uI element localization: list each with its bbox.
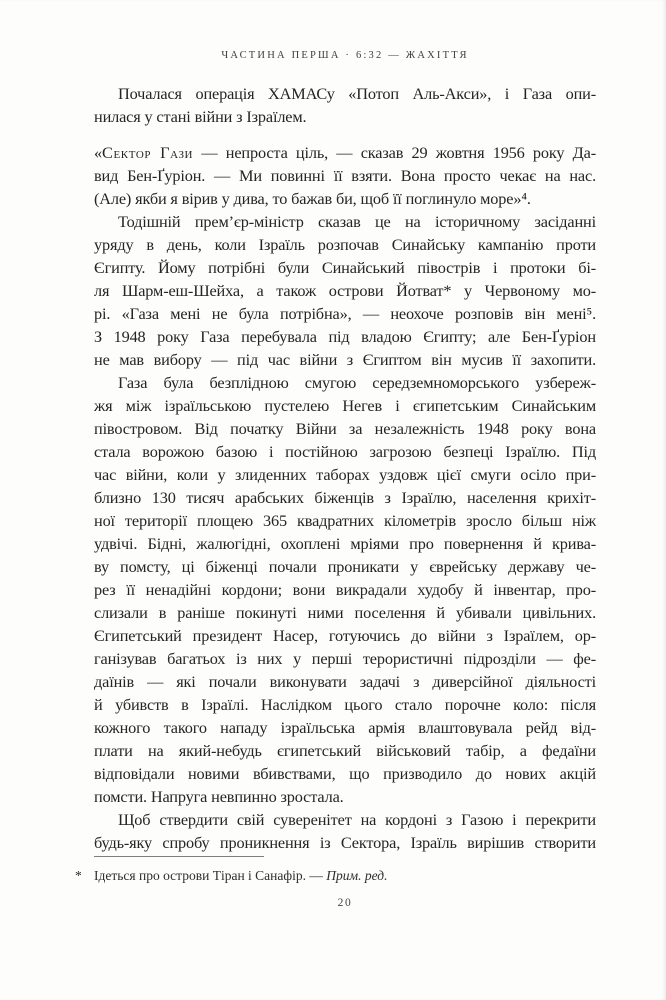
paragraph <box>94 808 596 854</box>
text-line: відповідали новими вбивствами, що призводило до нових акцій <box>94 764 596 783</box>
text-line: ної території площею 365 квадратних кілометрів зросло більш ніж <box>94 511 596 530</box>
page-number: 20 <box>337 897 353 909</box>
text-line: півостровом. Від початку Війни за незалежність 1948 року вона <box>94 419 596 438</box>
text-line: ганізував багатьох із них у перші терористичні підрозділи — фе- <box>94 649 596 668</box>
running-header: ЧАСТИНА ПЕРША · 6:32 — ЖАХІТТЯ <box>221 50 469 61</box>
text-line: Єгипту. Йому потрібні були Синайський півострів і протоки бі- <box>94 258 596 277</box>
text-line: будь-яку спробу проникнення із Сектора, Ізраїль вирішив створити <box>94 833 596 852</box>
paragraph <box>94 210 596 371</box>
text-line: даїнів — які почали виконувати задачі з диверсійної діяльності <box>94 672 596 691</box>
footnote-marker: * <box>75 868 82 883</box>
footnote-separator <box>94 856 264 857</box>
text-line: вид Бен-Ґуріон. — Ми повинні її взяти. Вона просто чекає на нас. <box>94 166 596 185</box>
text-line: Тодішній прем’єр-міністр сказав це на історичному засіданні <box>118 212 596 231</box>
footnote <box>75 867 585 884</box>
text-line: удвічі. Бідні, жалюгідні, охоплені мріями про повернення й крива- <box>94 534 596 553</box>
footnote-body <box>94 867 388 884</box>
text-line: плати на який-небудь єгипетський військовий табір, а федаїни <box>94 741 596 760</box>
text-line: стала ворожою базою і постійною загрозою безпеці Ізраїлю. Під <box>94 442 596 461</box>
text-line: (Але) якби я вірив у дива, то бажав би, щоб її поглинуло море»⁴. <box>94 189 531 208</box>
text-line: Газа була безплідною смугою середземноморського узбереж- <box>118 373 596 392</box>
text-line: Єгипетський президент Насер, готуючись до війни з Ізраїлем, ор- <box>94 626 596 645</box>
text-line: Почалася операція ХАМАСу «Потоп Аль-Акси», і Газа опи- <box>118 84 596 103</box>
text-line: не мав вибору — під час війни з Єгиптом він мусив її захопити. <box>94 350 596 369</box>
text-line: нилася у стані війни з Ізраїлем. <box>94 107 307 126</box>
text-segment: « <box>94 143 102 162</box>
text-line: час війни, коли у злиденних таборах уздовж цієї смуги осіло при- <box>94 465 596 484</box>
text-line: Щоб ствердити свій суверенітет на кордоні з Газою і перекрити <box>118 810 596 829</box>
text-line: помсти. Напруга невпинно зростала. <box>94 787 344 806</box>
paragraph <box>94 82 596 128</box>
text-line <box>94 141 596 164</box>
text-line: ля Шарм-еш-Шейха, а також острови Йотват* у Червоному мо- <box>94 281 596 300</box>
paragraph <box>94 141 596 210</box>
smallcaps-lead: Сектор Гази <box>102 143 194 162</box>
text-segment: — непроста ціль, — сказав 29 жовтня 1956 року Да- <box>193 143 596 162</box>
paragraph <box>94 371 596 808</box>
text-line: уряду в день, коли Ізраїль розпочав Синайську кампанію проти <box>94 235 596 254</box>
footnote-source: Прим. ред. <box>326 868 388 883</box>
text-line: кожного такого нападу ізраїльська армія влаштовувала рейд від- <box>94 718 596 737</box>
footnote-text: Ідеться про острови Тіран і Санафір. — <box>94 868 327 883</box>
text-line: З 1948 року Газа перебувала під владою Єгипту; але Бен-Ґуріон <box>94 327 596 346</box>
content <box>94 82 596 854</box>
text-line: ву помсту, ці біженці почали проникати у єврейську державу че- <box>94 557 596 576</box>
text-line: рез її ненадійні кордони; вони викрадали худобу й інвентар, про- <box>94 580 596 599</box>
text-line: близно 130 тисяч арабських біженців з Ізраїлю, населення крихіт- <box>94 488 596 507</box>
text-line: й убивств в Ізраїлі. Наслідком цього стало порочне коло: після <box>94 695 596 714</box>
text-line: слизали в раніше покинуті ними поселення й убивали цивільних. <box>94 603 596 622</box>
text-line: жя між ізраїльською пустелею Негев і єгипетським Синайським <box>94 396 596 415</box>
text-line: рі. «Газа мені не була потрібна», — неохоче розповів він мені⁵. <box>94 304 596 323</box>
